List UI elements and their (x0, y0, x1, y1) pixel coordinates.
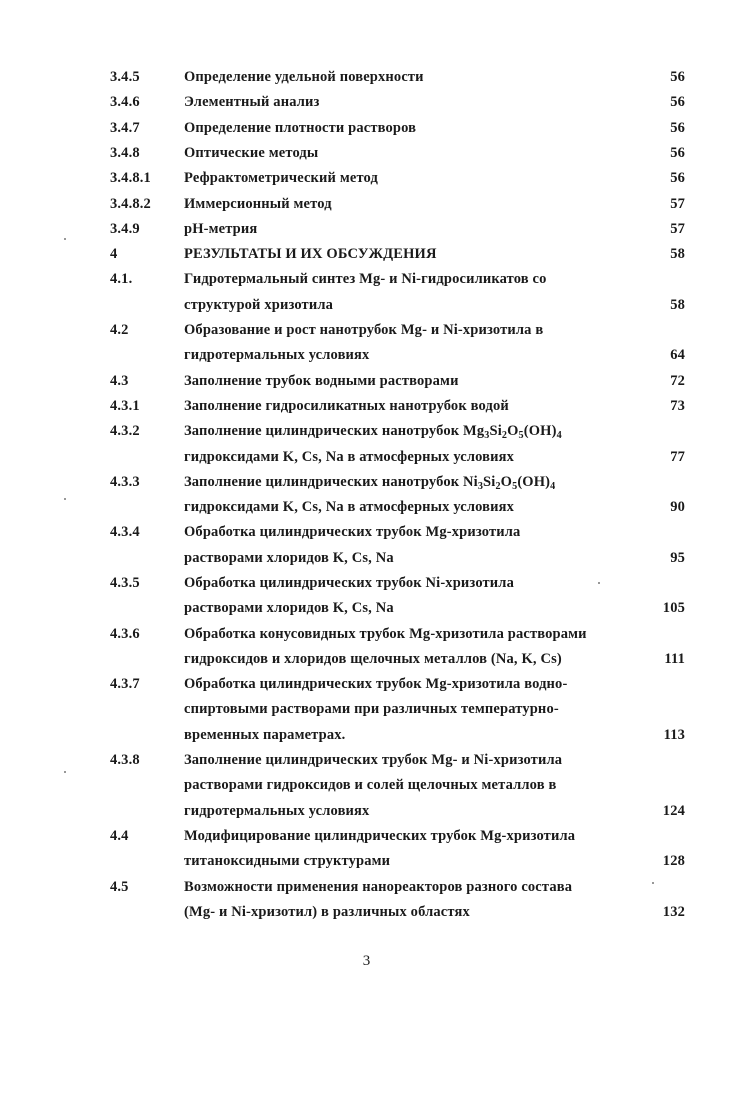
toc-line (0, 724, 733, 746)
toc-section-number: 3.4.8.1 (110, 170, 151, 186)
toc-title-line: временных параметрах. (184, 727, 346, 743)
toc-title-line: Обработка цилиндрических трубок Mg-хризотила водно- (184, 676, 568, 692)
toc-section-number: 4.5 (110, 879, 129, 895)
scan-speck (64, 238, 66, 240)
scan-speck (64, 771, 66, 773)
scan-speck (64, 498, 66, 500)
toc-line (0, 623, 733, 645)
toc-title-line: pH-метрия (184, 221, 258, 237)
toc-line (0, 471, 733, 493)
toc-title-line: Возможности применения нанореакторов разного состава (184, 879, 573, 895)
toc-section-number: 4.3.1 (110, 398, 140, 414)
toc-line (0, 395, 733, 417)
toc-line (0, 117, 733, 139)
toc-page-number: 57 (670, 221, 685, 237)
toc-line (0, 142, 733, 164)
toc-page-number: 128 (662, 853, 685, 869)
toc-title-line: Обработка цилиндрических трубок Mg-хризотила (184, 524, 521, 540)
toc-title-line: Заполнение гидросиликатных нанотрубок водой (184, 398, 509, 414)
toc-page-number: 58 (670, 246, 685, 262)
toc-line (0, 268, 733, 290)
toc-line (0, 496, 733, 518)
toc-title-line: гидроксидами K, Cs, Na в атмосферных условиях (184, 499, 515, 515)
toc-title-line: гидротермальных условиях (184, 803, 370, 819)
toc-line (0, 648, 733, 670)
toc-line (0, 521, 733, 543)
toc-page-number: 77 (670, 449, 685, 465)
toc-title-line: Гидротермальный синтез Mg- и Ni-гидросиликатов со (184, 271, 547, 287)
toc-title-line: Обработка конусовидных трубок Mg-хризотила растворами (184, 626, 587, 642)
toc-title-line: растворами хлоридов K, Cs, Na (184, 600, 394, 616)
toc-title-line: Заполнение трубок водными растворами (184, 373, 459, 389)
toc-line (0, 572, 733, 594)
toc-title-line: Модифицирование цилиндрических трубок Mg-хризотила (184, 828, 576, 844)
toc-line (0, 901, 733, 923)
toc-line (0, 243, 733, 265)
toc-section-number: 3.4.5 (110, 69, 140, 85)
toc-title-line: титаноксидными структурами (184, 853, 391, 869)
toc-title-line: структурой хризотила (184, 297, 334, 313)
toc-page-number: 64 (670, 347, 685, 363)
toc-page-number: 56 (670, 94, 685, 110)
toc-section-number: 3.4.9 (110, 221, 140, 237)
toc-line (0, 749, 733, 771)
toc-line (0, 800, 733, 822)
toc-title-line: Определение удельной поверхности (184, 69, 424, 85)
toc-title-line: Оптические методы (184, 145, 319, 161)
toc-section-number: 4.3.8 (110, 752, 140, 768)
toc-page-number: 56 (670, 69, 685, 85)
toc-section-number: 3.4.6 (110, 94, 140, 110)
toc-section-number: 4.3 (110, 373, 129, 389)
toc-title-line: Определение плотности растворов (184, 120, 417, 136)
toc-section-number: 3.4.7 (110, 120, 140, 136)
toc-line (0, 673, 733, 695)
toc-title-line: РЕЗУЛЬТАТЫ И ИХ ОБСУЖДЕНИЯ (184, 246, 437, 262)
toc-section-number: 4.3.4 (110, 524, 140, 540)
toc-line (0, 698, 733, 720)
toc-line (0, 370, 733, 392)
toc-title-line: Обработка цилиндрических трубок Ni-хризотила (184, 575, 514, 591)
toc-line (0, 66, 733, 88)
toc-page-number: 113 (663, 727, 685, 743)
toc-line (0, 167, 733, 189)
toc-section-number: 4.3.5 (110, 575, 140, 591)
toc-line (0, 344, 733, 366)
toc-line (0, 294, 733, 316)
toc-title-line: Элементный анализ (184, 94, 320, 110)
toc-page-number: 57 (670, 196, 685, 212)
toc-page-number: 58 (670, 297, 685, 313)
toc-section-number: 3.4.8.2 (110, 196, 151, 212)
toc-title-line: (Mg- и Ni-хризотил) в различных областях (184, 904, 470, 920)
toc-line (0, 446, 733, 468)
toc-section-number: 4 (110, 246, 118, 262)
toc-line (0, 319, 733, 341)
toc-page-number: 73 (670, 398, 685, 414)
toc-section-number: 4.3.2 (110, 423, 140, 439)
toc-title-line: гидроксидами K, Cs, Na в атмосферных условиях (184, 449, 515, 465)
toc-section-number: 4.3.6 (110, 626, 140, 642)
toc-section-number: 4.3.7 (110, 676, 140, 692)
toc-line (0, 597, 733, 619)
toc-title-line: Заполнение цилиндрических нанотрубок $Mg_3Si_2O_5(OH)_4$ (184, 423, 562, 441)
toc-section-number: 4.4 (110, 828, 129, 844)
toc-line (0, 876, 733, 898)
toc-page-number: 132 (662, 904, 685, 920)
toc-title-line: Рефрактометрический метод (184, 170, 378, 186)
toc-section-number: 4.3.3 (110, 474, 140, 490)
toc-page-number: 56 (670, 120, 685, 136)
toc-line (0, 547, 733, 569)
toc-page-number: 72 (670, 373, 685, 389)
toc-page-number: 105 (662, 600, 685, 616)
toc-title-line: растворами гидроксидов и солей щелочных металлов в (184, 777, 557, 793)
toc-title-line: Заполнение цилиндрических нанотрубок $Ni_3Si_2O_5(OH)_4$ (184, 474, 556, 492)
toc-title-line: Заполнение цилиндрических трубок Mg- и Ni-хризотила (184, 752, 563, 768)
toc-line (0, 420, 733, 442)
toc-line (0, 218, 733, 240)
toc-page-number: 56 (670, 170, 685, 186)
toc-page-number: 124 (662, 803, 685, 819)
toc-page-number: 56 (670, 145, 685, 161)
page-number: 3 (362, 953, 371, 969)
toc-page-number: 90 (670, 499, 685, 515)
toc-line (0, 825, 733, 847)
toc-title-line: растворами хлоридов K, Cs, Na (184, 550, 394, 566)
toc-page-number: 111 (664, 651, 685, 667)
scan-speck (652, 882, 654, 884)
scan-speck (598, 582, 600, 584)
toc-section-number: 4.2 (110, 322, 129, 338)
toc-title-line: Образование и рост нанотрубок Mg- и Ni-хризотила в (184, 322, 544, 338)
toc-title-line: Иммерсионный метод (184, 196, 332, 212)
toc-line (0, 193, 733, 215)
toc-line (0, 774, 733, 796)
toc-section-number: 3.4.8 (110, 145, 140, 161)
toc-page-number: 95 (670, 550, 685, 566)
toc-title-line: гидроксидов и хлоридов щелочных металлов (Na, K, Cs) (184, 651, 562, 667)
toc-title-line: гидротермальных условиях (184, 347, 370, 363)
toc-section-number: 4.1. (110, 271, 133, 287)
toc-title-line: спиртовыми растворами при различных температурно- (184, 701, 559, 717)
toc-line (0, 850, 733, 872)
toc-line (0, 91, 733, 113)
